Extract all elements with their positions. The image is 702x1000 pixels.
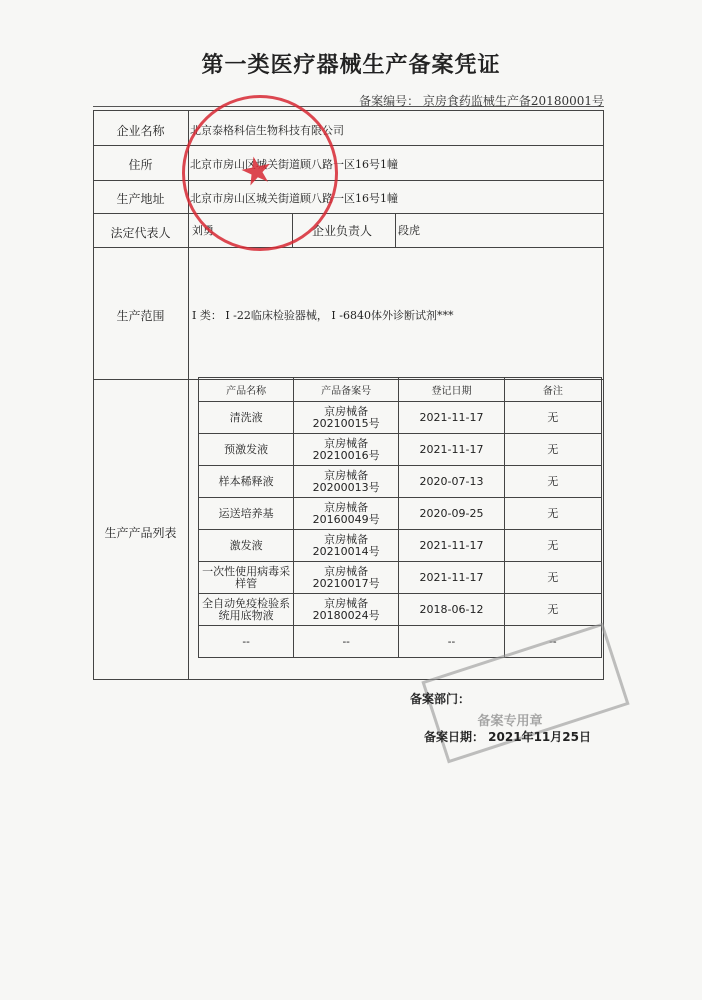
product-note: -- [504,626,601,658]
product-record-number: 京房械备20210016号 [294,434,399,466]
product-name: 一次性使用病毒采样管 [199,562,294,594]
product-date: 2020-09-25 [399,498,505,530]
row-divider [93,180,604,181]
row-divider [93,247,604,248]
table-row [199,594,602,626]
product-date: 2021-11-17 [399,402,505,434]
production-address-value: 北京市房山区城关街道顾八路一区16号1幢 [190,192,398,205]
product-name: -- [199,626,294,658]
product-note: 无 [504,594,601,626]
product-record-number: 京房械备20180024号 [294,594,399,626]
product-list-label: 生产产品列表 [104,526,177,540]
product-date: 2021-11-17 [399,434,505,466]
product-table [198,377,602,658]
filing-date: 备案日期： 2021年11月25日 [424,730,591,744]
product-note: 无 [504,402,601,434]
product-record-number: 京房械备20160049号 [294,498,399,530]
header-product-name: 产品名称 [199,378,294,402]
product-name: 样本稀释液 [199,466,294,498]
product-record-number: 京房械备20210017号 [294,562,399,594]
address-label: 住所 [128,158,153,172]
record-number: 备案编号： 京房食药监械生产备20180001号 [359,94,604,108]
header-registration-date: 登记日期 [399,378,505,402]
production-address-label: 生产地址 [116,192,165,206]
product-name: 全自动免疫检验系统用底物液 [199,594,294,626]
table-row [199,434,602,466]
production-scope-value: I 类： I -22临床检验器械， I -6840体外诊断试剂*** [192,309,454,322]
document-title: 第一类医疗器械生产备案凭证 [201,53,501,78]
seal-text: 备案专用章 [477,714,543,729]
product-name: 清洗液 [199,402,294,434]
product-record-number: 京房械备20200013号 [294,466,399,498]
company-name-label: 企业名称 [116,124,165,138]
header-rule [93,106,604,107]
product-note: 无 [504,562,601,594]
product-record-number: 京房械备20210014号 [294,530,399,562]
cell-divider [395,213,396,247]
product-date: 2021-11-17 [399,562,505,594]
product-date: -- [399,626,505,658]
product-name: 激发液 [199,530,294,562]
production-scope-label: 生产范围 [116,309,165,323]
legal-representative-value: 刘勇 [192,224,214,237]
product-date: 2020-07-13 [399,466,505,498]
company-name-value: 北京泰格科信生物科技有限公司 [190,124,344,137]
product-note: 无 [504,434,601,466]
product-note: 无 [504,466,601,498]
seal-star-icon: ★ [235,145,278,196]
product-record-number: 京房械备20210015号 [294,402,399,434]
header-remark: 备注 [504,378,601,402]
filing-department-label: 备案部门： [410,692,471,706]
row-divider [93,145,604,146]
product-note: 无 [504,530,601,562]
product-name: 运送培养基 [199,498,294,530]
table-row [199,530,602,562]
product-record-number: -- [294,626,399,658]
table-row [199,562,602,594]
principal-value: 段虎 [398,224,420,237]
product-date: 2018-06-12 [399,594,505,626]
table-row [199,466,602,498]
address-value: 北京市房山区城关街道顾八路一区16号1幢 [190,158,398,171]
product-table-header [199,378,602,402]
row-divider [93,213,604,214]
product-name: 预激发液 [199,434,294,466]
table-row [199,402,602,434]
legal-representative-label: 法定代表人 [110,226,171,240]
header-record-number: 产品备案号 [294,378,399,402]
table-row [199,498,602,530]
product-note: 无 [504,498,601,530]
product-date: 2021-11-17 [399,530,505,562]
principal-label: 企业负责人 [312,224,373,238]
